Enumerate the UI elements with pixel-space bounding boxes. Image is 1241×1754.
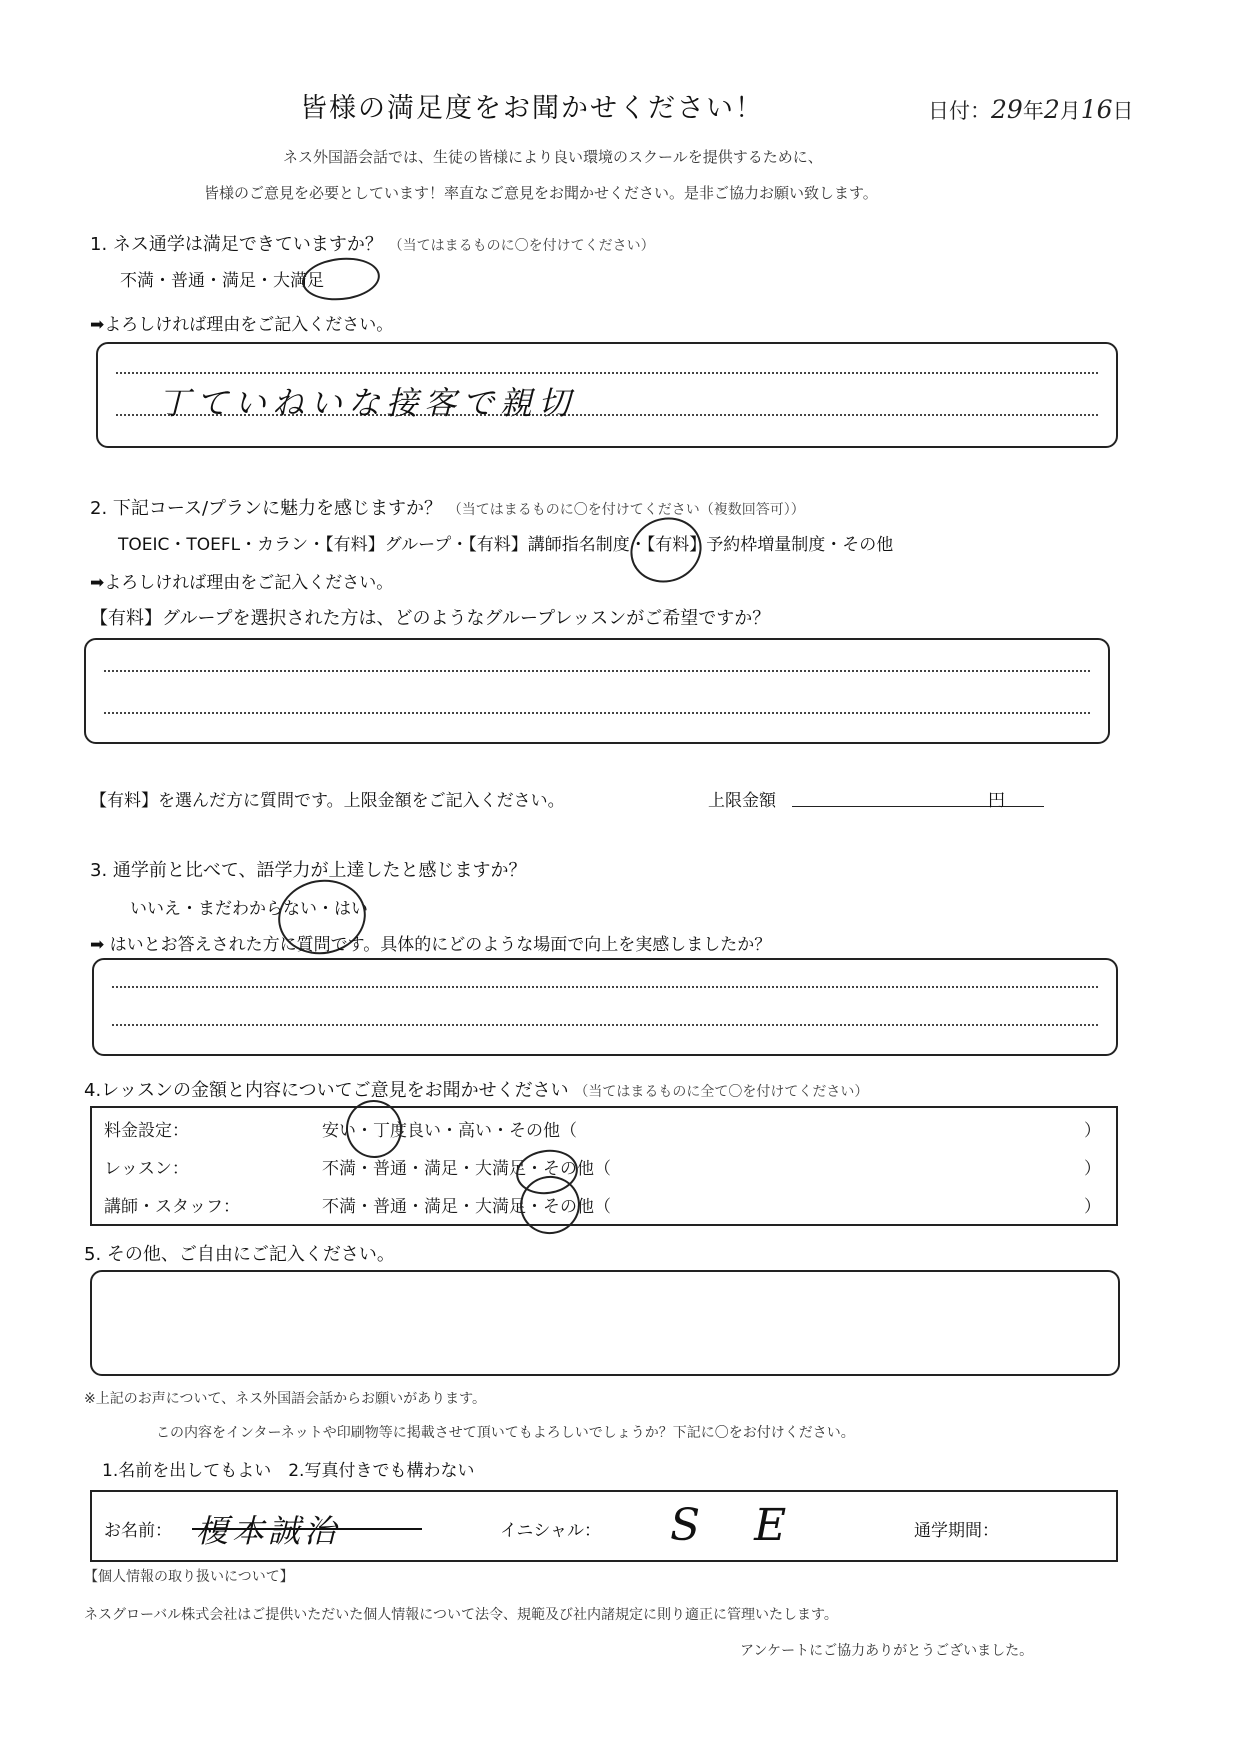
answer-line: [104, 670, 1090, 672]
q4-row-close: ）: [1084, 1121, 1101, 1141]
answer-line: [112, 1024, 1098, 1026]
answer-line: [112, 986, 1098, 988]
q2-reason-prompt: ➡よろしければ理由をご記入ください。: [90, 573, 394, 593]
privacy-text: ネスグローバル株式会社はご提供いただいた個人情報について法令、規範及び社内諸規定に則り適正に管理いたします。: [84, 1607, 838, 1623]
q2-group-question: 【有料】グループを選択された方は、どのようなグループレッスンがご希望ですか？: [90, 608, 771, 629]
date-year: 29: [991, 95, 1023, 124]
consent-note: ※上記のお声について、ネス外国語会話からお願いがあります。: [84, 1391, 487, 1407]
q4-row-label: レッスン：: [104, 1159, 189, 1179]
q2-paid-question: 【有料】を選んだ方に質問です。上限金額をご記入ください。: [90, 791, 565, 811]
thanks-message: アンケートにご協力ありがとうございました。: [740, 1643, 1034, 1659]
q4-question: [84, 1076, 868, 1102]
date-label: 日付：: [928, 99, 991, 123]
q4-row-label: 料金設定：: [104, 1121, 189, 1141]
q4-rating-table: [90, 1106, 1118, 1226]
q2-answer-box[interactable]: [84, 638, 1110, 744]
q1-label: 1. ネス通学は満足できていますか？: [90, 234, 383, 255]
q2-options[interactable]: TOEIC・TOEFL・カラン・【有料】グループ・【有料】講師指名制度・【有料】予約枠増量制度・その他: [118, 535, 894, 555]
date-day: 16: [1080, 95, 1113, 124]
q1-options[interactable]: 不満・普通・満足・大満足: [120, 271, 324, 291]
q4-note: （当てはまるものに全て〇を付けてください）: [574, 1084, 869, 1100]
intro-line-1: ネス外国語会話では、生徒の皆様により良い環境のスクールを提供するために、: [283, 148, 823, 166]
yen-unit: 円: [988, 791, 1005, 811]
consent-options[interactable]: 1.名前を出してもよい 2.写真付きでも構わない: [102, 1461, 475, 1481]
period-label: 通学期間：: [914, 1521, 999, 1541]
initial-label: イニシャル：: [500, 1521, 601, 1541]
initial-handwriting: S E: [670, 1500, 807, 1551]
q2-label: 2. 下記コース/プランに魅力を感じますか？: [90, 498, 443, 519]
q4-row-close: ）: [1084, 1159, 1101, 1179]
q2-question: [90, 494, 805, 520]
privacy-title: 【個人情報の取り扱いについて】: [84, 1569, 294, 1585]
q4-row-options[interactable]: 安い・丁度良い・高い・その他（: [322, 1121, 577, 1141]
q4-label: 4.レッスンの金額と内容についてご意見をお聞かせください: [84, 1080, 569, 1101]
q3-question: 3. 通学前と比べて、語学力が上達したと感じますか？: [90, 860, 527, 881]
q1-answer-handwriting: 丁ていねいな接客で親切: [158, 384, 577, 422]
q3-followup: ➡ はいとお答えされた方に質問です。具体的にどのような場面で向上を実感しましたか？: [90, 935, 772, 955]
q3-options[interactable]: いいえ・まだわからない・はい: [130, 899, 368, 919]
q5-question: 5. その他、ご自由にご記入ください。: [84, 1244, 395, 1265]
limit-amount-field[interactable]: [792, 806, 1044, 807]
signature-box: [90, 1490, 1118, 1562]
name-label: お名前：: [104, 1521, 172, 1541]
q1-question: [90, 230, 655, 256]
q2-note: （当てはまるものに〇を付けてください（複数回答可））: [447, 502, 805, 518]
q1-selection-circle: [300, 254, 382, 304]
q4-row-options[interactable]: 不満・普通・満足・大満足・その他（: [322, 1197, 611, 1217]
date-month-unit: 月: [1059, 99, 1081, 123]
name-strikethrough: [192, 1528, 422, 1530]
q3-answer-box[interactable]: [92, 958, 1118, 1056]
answer-line: [104, 712, 1090, 714]
consent-question: この内容をインターネットや印刷物等に掲載させて頂いてもよろしいでしょうか？下記に〇をお付けください。: [156, 1425, 855, 1441]
q2-selection-circle: [621, 508, 711, 593]
date-year-unit: 年: [1022, 99, 1044, 123]
q4-row-close: ）: [1084, 1197, 1101, 1217]
date-month: 2: [1043, 95, 1060, 124]
intro-line-2: 皆様のご意見を必要としています！率直なご意見をお聞かせください。是非ご協力お願い致します。: [204, 184, 878, 202]
date-day-unit: 日: [1112, 99, 1134, 123]
q5-answer-box[interactable]: [90, 1270, 1120, 1376]
q4-row-options[interactable]: 不満・普通・満足・大満足・その他（: [322, 1159, 611, 1179]
page-title: 皆様の満足度をお聞かせください！: [300, 93, 764, 124]
q2-limit-label: 上限金額: [708, 791, 776, 811]
q1-reason-prompt: ➡よろしければ理由をご記入ください。: [90, 315, 394, 335]
q4-row-label: 講師・スタッフ：: [104, 1197, 240, 1217]
date-field: [928, 95, 1134, 125]
answer-line: [116, 372, 1098, 374]
name-handwriting: 榎本誠治: [196, 1512, 341, 1550]
q1-answer-box[interactable]: [96, 342, 1118, 448]
q1-note: （当てはまるものに〇を付けてください）: [388, 238, 655, 254]
